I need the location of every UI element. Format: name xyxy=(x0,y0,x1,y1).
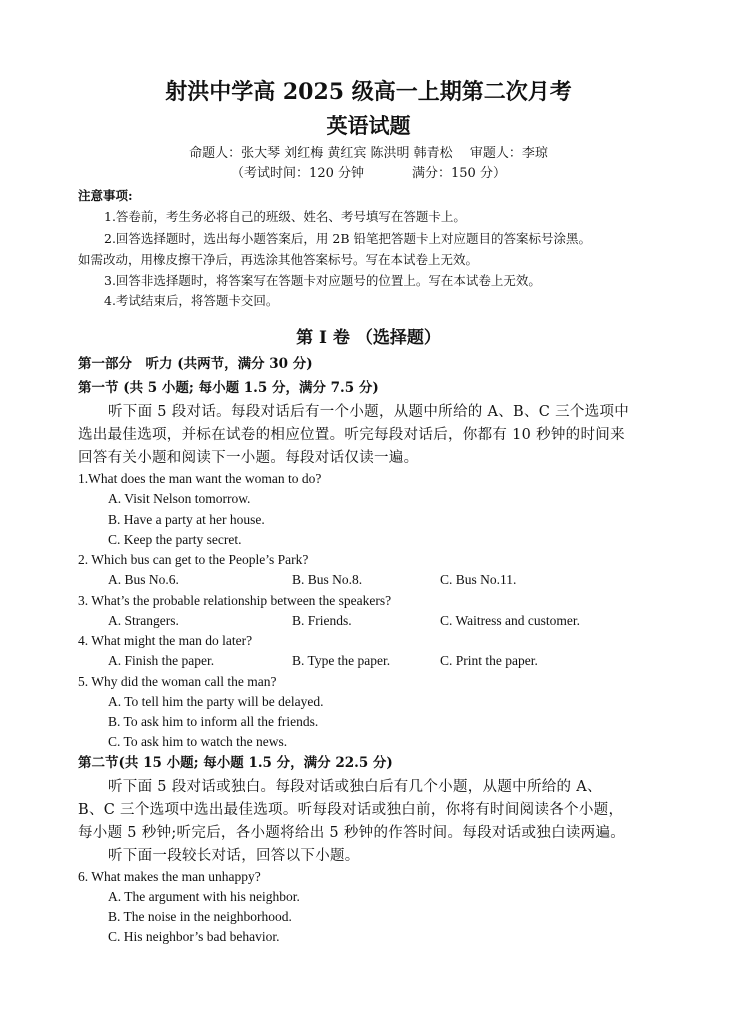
section2-instruction: 每小题 5 秒钟;听完后，各小题将给出 5 秒钟的作答时间。每段对话或独白读两遍。 xyxy=(78,825,626,841)
exam-title: 射洪中学高 2025 级高一上期第二次月考 xyxy=(165,79,572,105)
notice-item: 如需改动，用橡皮擦干净后，再选涂其他答案标号。写在本试卷上无效。 xyxy=(78,252,479,267)
exam-time: （考试时间：120 分钟 xyxy=(231,166,364,181)
notice-item: 3.回答非选择题时，将答案写在答题卡对应题号的位置上。写在本试卷上无效。 xyxy=(104,273,541,288)
notice-item: 4.考试结束后，将答题卡交回。 xyxy=(104,293,279,308)
question-4: 4. What might the man do later? xyxy=(78,633,253,648)
notice-item: 1.答卷前，考生务必将自己的班级、姓名、考号填写在答题卡上。 xyxy=(104,209,466,224)
option-3a: A. Strangers. xyxy=(108,613,179,628)
option-4c: C. Print the paper. xyxy=(440,653,538,668)
option-1b: B. Have a party at her house. xyxy=(108,512,265,527)
option-6c: C. His neighbor’s bad behavior. xyxy=(108,929,280,944)
option-2a: A. Bus No.6. xyxy=(108,572,179,587)
option-6b: B. The noise in the neighborhood. xyxy=(108,909,292,924)
section2-heading: 第二节(共 15 小题; 每小题 1.5 分，满分 22.5 分) xyxy=(78,755,393,771)
volume-title: 第 I 卷 （选择题） xyxy=(296,328,441,348)
exam-subtitle: 英语试题 xyxy=(326,113,411,138)
option-5b: B. To ask him to inform all the friends. xyxy=(108,714,319,729)
option-2b: B. Bus No.8. xyxy=(292,572,363,587)
question-5: 5. Why did the woman call the man? xyxy=(78,674,277,689)
question-3: 3. What’s the probable relationship between the speakers? xyxy=(78,593,392,608)
question-1: 1.What does the man want the woman to do? xyxy=(78,471,322,486)
notice-heading: 注意事项: xyxy=(78,188,133,203)
option-3c: C. Waitress and customer. xyxy=(440,613,581,628)
option-3b: B. Friends. xyxy=(292,613,352,628)
option-4a: A. Finish the paper. xyxy=(108,653,215,668)
part1-heading: 第一部分 听力 (共两节，满分 30 分) xyxy=(78,356,313,372)
exam-authors: 命题人：张大琴 刘红梅 黄红宾 陈洪明 韩青松 审题人：李琼 xyxy=(189,146,548,161)
option-1c: C. Keep the party secret. xyxy=(108,532,242,547)
section2-instruction: B、C 三个选项中选出最佳选项。听每段对话或独白前，你将有时间阅读各个小题， xyxy=(78,802,624,818)
section1-instruction: 听下面 5 段对话。每段对话后有一个小题，从题中所给的 A、B、C 三个选项中 xyxy=(108,404,630,420)
section1-heading: 第一节 (共 5 小题; 每小题 1.5 分，满分 7.5 分) xyxy=(78,380,379,396)
section2-instruction: 听下面 5 段对话或独白。每段对话或独白后有几个小题，从题中所给的 A、 xyxy=(108,779,602,795)
option-5c: C. To ask him to watch the news. xyxy=(108,734,288,749)
exam-score: 满分：150 分） xyxy=(412,166,506,181)
section1-instruction: 回答有关小题和阅读下一小题。每段对话仅读一遍。 xyxy=(78,450,419,466)
section1-instruction: 选出最佳选项，并标在试卷的相应位置。听完每段对话后，你都有 10 秒钟的时间来 xyxy=(78,427,625,443)
section2-instruction: 听下面一段较长对话，回答以下小题。 xyxy=(108,848,360,864)
notice-item: 2.回答选择题时，选出每小题答案后，用 2B 铅笔把答题卡上对应题目的答案标号涂黑。 xyxy=(104,231,592,246)
option-2c: C. Bus No.11. xyxy=(440,572,517,587)
option-5a: A. To tell him the party will be delayed. xyxy=(108,694,324,709)
question-2: 2. Which bus can get to the People’s Park? xyxy=(78,552,309,567)
option-4b: B. Type the paper. xyxy=(292,653,391,668)
option-1a: A. Visit Nelson tomorrow. xyxy=(108,491,251,506)
option-6a: A. The argument with his neighbor. xyxy=(108,889,300,904)
question-6: 6. What makes the man unhappy? xyxy=(78,869,261,884)
exam-time-score xyxy=(0,164,737,184)
